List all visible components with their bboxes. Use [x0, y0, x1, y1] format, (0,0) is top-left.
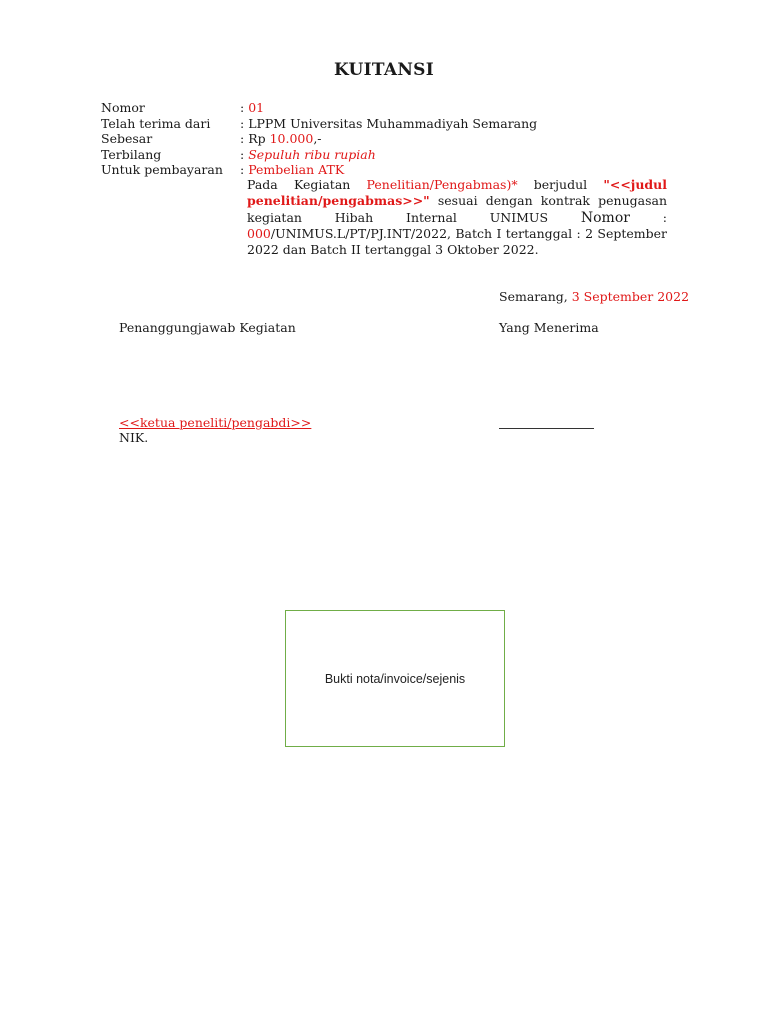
- field-label: Telah terima dari: [101, 116, 211, 131]
- field-label: Untuk pembayaran: [101, 162, 223, 177]
- description-text: :: [629, 209, 667, 225]
- place-date: [499, 289, 689, 304]
- field-label: Sebesar: [101, 131, 153, 146]
- payment-purpose: Pembelian ATK: [248, 162, 345, 177]
- recipient-title: Yang Menerima: [499, 320, 599, 335]
- payment-description: [247, 177, 667, 258]
- amount-in-words: Sepuluh ribu rupiah: [248, 147, 376, 162]
- description-text: sesuai dengan kontrak penugasan kegiatan Hibah Internal UNIMUS: [247, 193, 667, 225]
- field-label: Nomor: [101, 100, 145, 115]
- description-text: /UNIMUS.L/PT/PJ.INT/2022, Batch I tertanggal : 2 September 2022 dan Batch II tertanggal 3 Oktober 2022.: [247, 225, 667, 258]
- responsible-person-title: Penanggungjawab Kegiatan: [119, 320, 296, 335]
- currency-prefix: Rp: [248, 131, 270, 146]
- contract-number: 000: [247, 225, 271, 241]
- field-value: [240, 100, 264, 116]
- field-value: [240, 147, 376, 163]
- description-text: berjudul: [517, 177, 604, 192]
- payer-name: LPPM Universitas Muhammadiyah Semarang: [248, 116, 538, 131]
- proof-box-label: Bukti nota/invoice/sejenis: [324, 671, 466, 686]
- field-value: [240, 162, 344, 178]
- description-text: Pada Kegiatan: [247, 177, 367, 192]
- place-text: Semarang,: [499, 289, 572, 304]
- field-separator: :: [240, 162, 249, 177]
- activity-type: Penelitian/Pengabmas)*: [366, 177, 518, 192]
- field-label: Terbilang: [101, 147, 162, 162]
- title-placeholder: "<<judul penelitian/pengabmas>>": [247, 177, 667, 209]
- responsible-person-name: <<ketua peneliti/pengabdi>>: [119, 415, 312, 430]
- amount-value: 10.000: [269, 131, 314, 146]
- receipt-number: 01: [248, 100, 265, 115]
- field-value: [240, 131, 322, 147]
- description-text: Nomor: [580, 209, 630, 226]
- field-value: [240, 116, 537, 132]
- document-title: KUITANSI: [333, 60, 435, 80]
- field-separator: :: [240, 131, 249, 146]
- field-separator: :: [240, 116, 249, 131]
- proof-attachment-box: [285, 610, 505, 747]
- responsible-person-nik: NIK.: [119, 430, 149, 445]
- signing-date: 3 September 2022: [571, 289, 690, 304]
- field-separator: :: [240, 100, 249, 115]
- recipient-signature-line: [499, 428, 594, 429]
- amount-suffix: ,-: [313, 131, 322, 146]
- field-separator: :: [240, 147, 249, 162]
